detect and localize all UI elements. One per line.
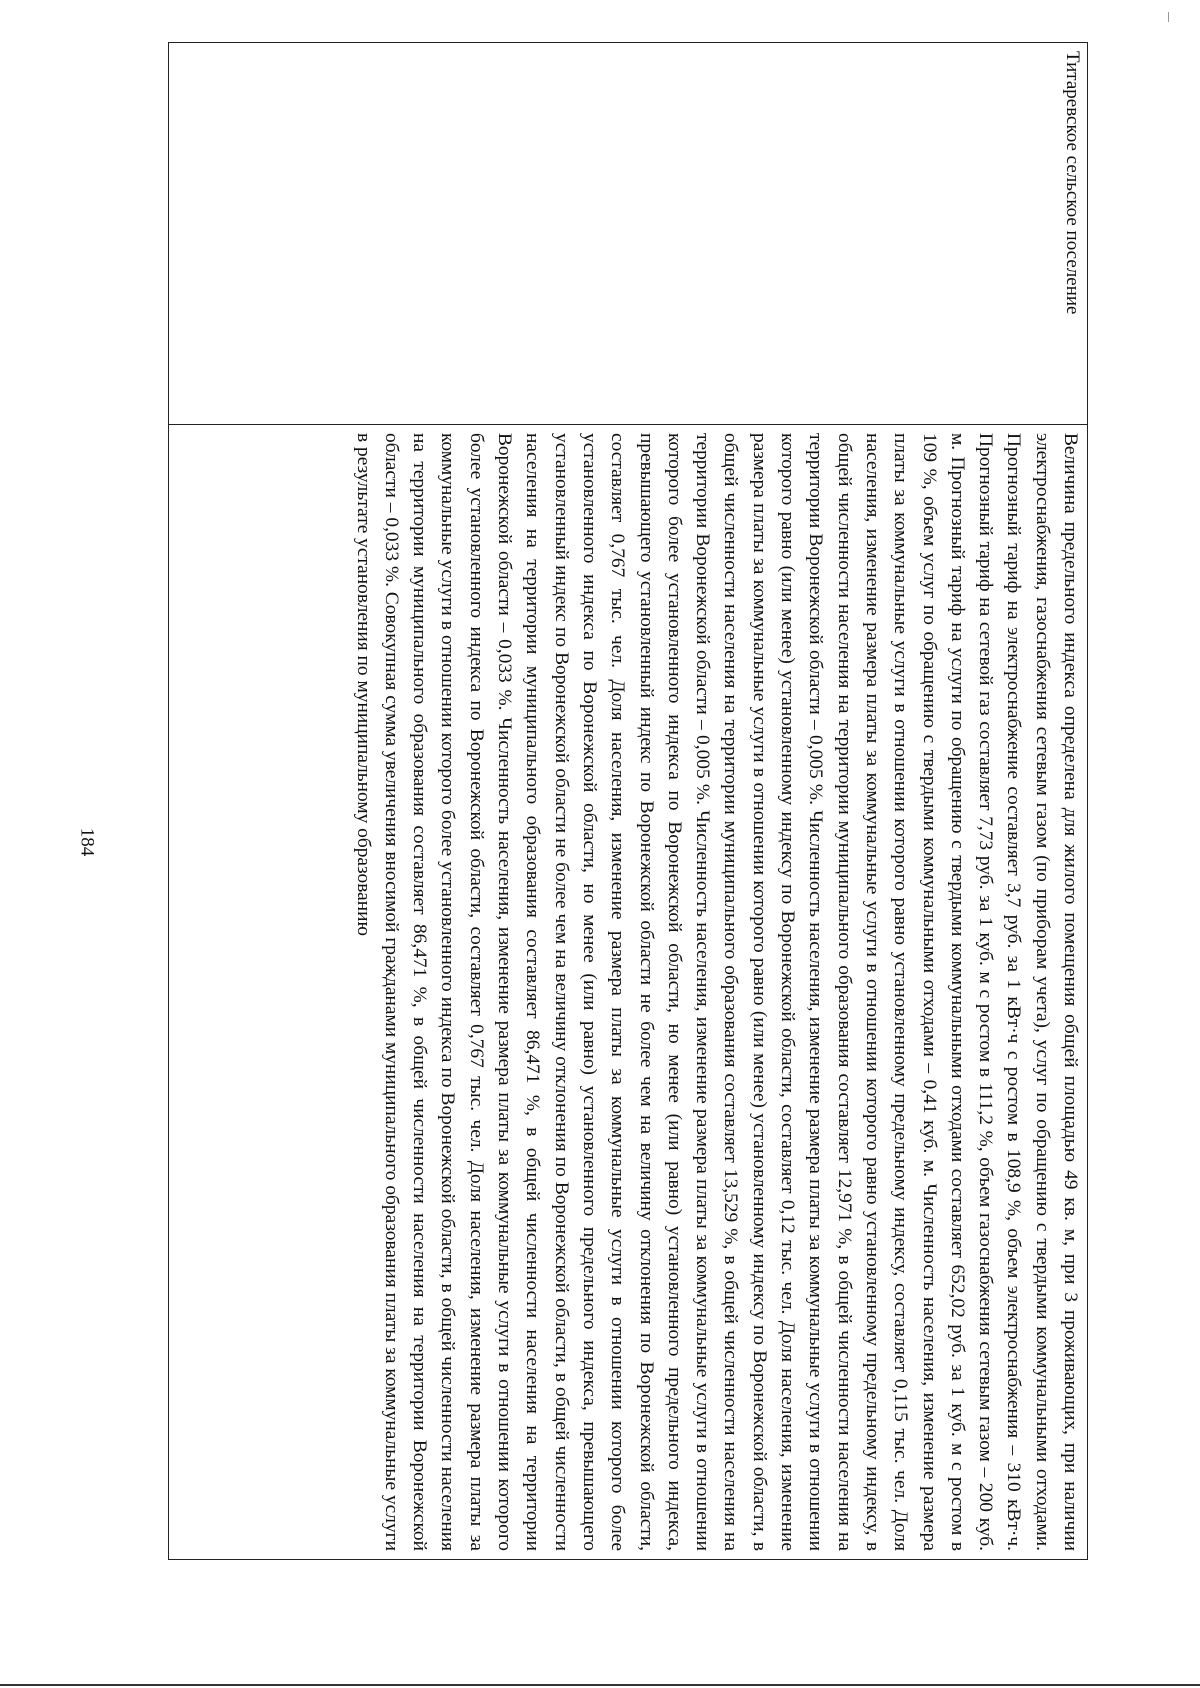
description-text: Величина предельного индекса определена для жилого помещения общей площадью 49 кв. м, при 3 проживающих, при наличии электроснабжения, газоснабжения сетевым газом (по приборам учета), услуг по обращению с твердыми коммунальными отходами. Прогнозный тариф на электроснабжение составляет 3,7 руб. за 1 кВт·ч с ростом в 108,9 %, объем электроснабжения – 310 кВт·ч. Прогнозный тариф на сетевой газ составляет 7,73 руб. за 1 куб. м с ростом в 111,2 %, объем газоснабжения сетевым газом – 200 куб. м. Прогнозный тариф на услуги по обращению с твердыми коммунальными отходами составляет 652,02 руб. за 1 куб. м с ростом в 109 %, объем услуг по обращению с твердыми коммунальными отходами – 0,41 куб. м. Численность населения, изменение размера платы за коммунальные услуги в отношении которого равно установленному предельному индексу, составляет 0,115 тыс. чел. Доля населения, изменение размера платы за коммунальные услуги в отношении которого равно установленному предельному индексу, в общей численности населения на территории муниципального образования составляет 12,971 %, в общей численности населения на территории Воронежской области – 0,005 %. Численность населения, изменение размера платы за коммунальные услуги в отношении которого равно (или менее) установленному индексу по Воронежской области, составляет 0,12 тыс. чел. Доля населения, изменение размера платы за коммунальные услуги в отношении которого равно (или менее) установленному индексу по Воронежской области, в общей численности населения на территории муниципального образования составляет 13,529 %, в общей численности населения на территории Воронежской области – 0,005 %. Численность населения, изменение размера платы за коммунальные услуги в отношении которого более установленного индекса по Воронежской области, но менее (или равно) установленного предельного индекса, превышающего установленный индекс по Воронежской области не более чем на величину отклонения по Воронежской области, составляет 0,767 тыс. чел. Доля населения, изменение размера платы за коммунальные услуги в отношении которого более установленного индекса по Воронежской области, но менее (или равно) установленного предельного индекса, превышающего установленный индекс по Воронежской области не более чем на величину отклонения по Воронежской области, в общей численности населения на территории муниципального образования составляет 86,471 %, в общей численности населения на территории Воронежской области – 0,033 %. Численность населения, изменение размера платы за коммунальные услуги в отношении которого более установленного индекса по Воронежской области, составляет 0,767 тыс. чел. Доля населения, изменение размера платы за коммунальные услуги в отношении которого более установленного индекса по Воронежской области, в общей численности населения на территории муниципального образования составляет 86,471 %, в общей численности населения на территории Воронежской области – 0,033 %. Совокупная сумма увеличения вносимой гражданами муниципального образования платы за коммунальные услуги в результате установления по муниципальному образованию — [352, 433, 1081, 1551]
page-number-text: 184 — [76, 827, 97, 857]
scan-mark — [1168, 12, 1169, 22]
table-frame — [168, 42, 1088, 1560]
bottom-edge-rule — [0, 1684, 1200, 1686]
settlement-name: Титаревское сельское поселение — [1062, 51, 1083, 315]
data-table — [168, 42, 1088, 1560]
settlement-cell — [169, 43, 1087, 425]
page-number — [74, 822, 98, 862]
description-cell — [169, 425, 1087, 1559]
